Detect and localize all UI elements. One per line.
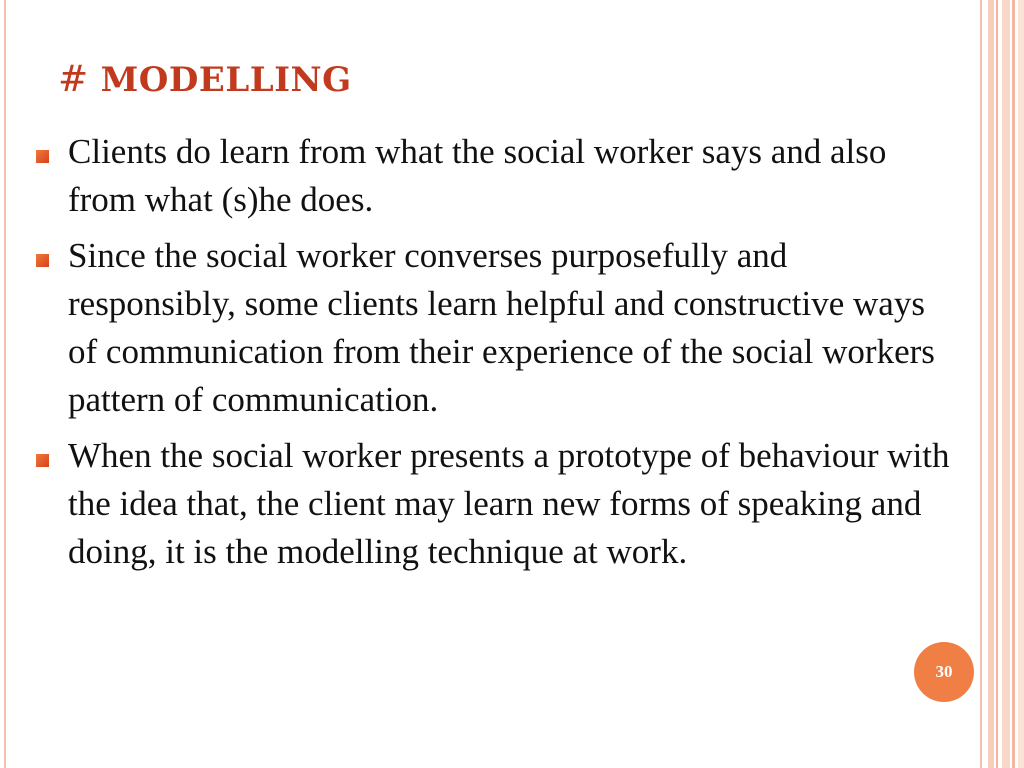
- square-bullet-icon: [36, 150, 49, 163]
- bullet-text: Since the social worker converses purposefully and responsibly, some clients learn helpful and constructive ways of communication from their experience of the social workers pattern of communication.: [68, 236, 935, 419]
- title-text: MODELLING: [100, 60, 352, 100]
- edge-stripe: [1018, 0, 1024, 768]
- title-hash-symbol: #: [58, 59, 89, 100]
- edge-stripe: [996, 0, 998, 768]
- slide-title: [58, 60, 352, 100]
- bullet-list: [30, 128, 950, 584]
- bullet-text: When the social worker presents a prototype of behaviour with the idea that, the client may learn new forms of speaking and doing, it is the modelling technique at work.: [68, 436, 950, 571]
- bullet-item: [30, 232, 950, 424]
- edge-stripe: [1012, 0, 1015, 768]
- bullet-item: [30, 432, 950, 576]
- bullet-item: [30, 128, 950, 224]
- bullet-text: Clients do learn from what the social worker says and also from what (s)he does.: [68, 132, 887, 219]
- square-bullet-icon: [36, 454, 49, 467]
- edge-stripe: [988, 0, 994, 768]
- square-bullet-icon: [36, 254, 49, 267]
- page-number-badge: 30: [914, 642, 974, 702]
- edge-stripe: [1002, 0, 1010, 768]
